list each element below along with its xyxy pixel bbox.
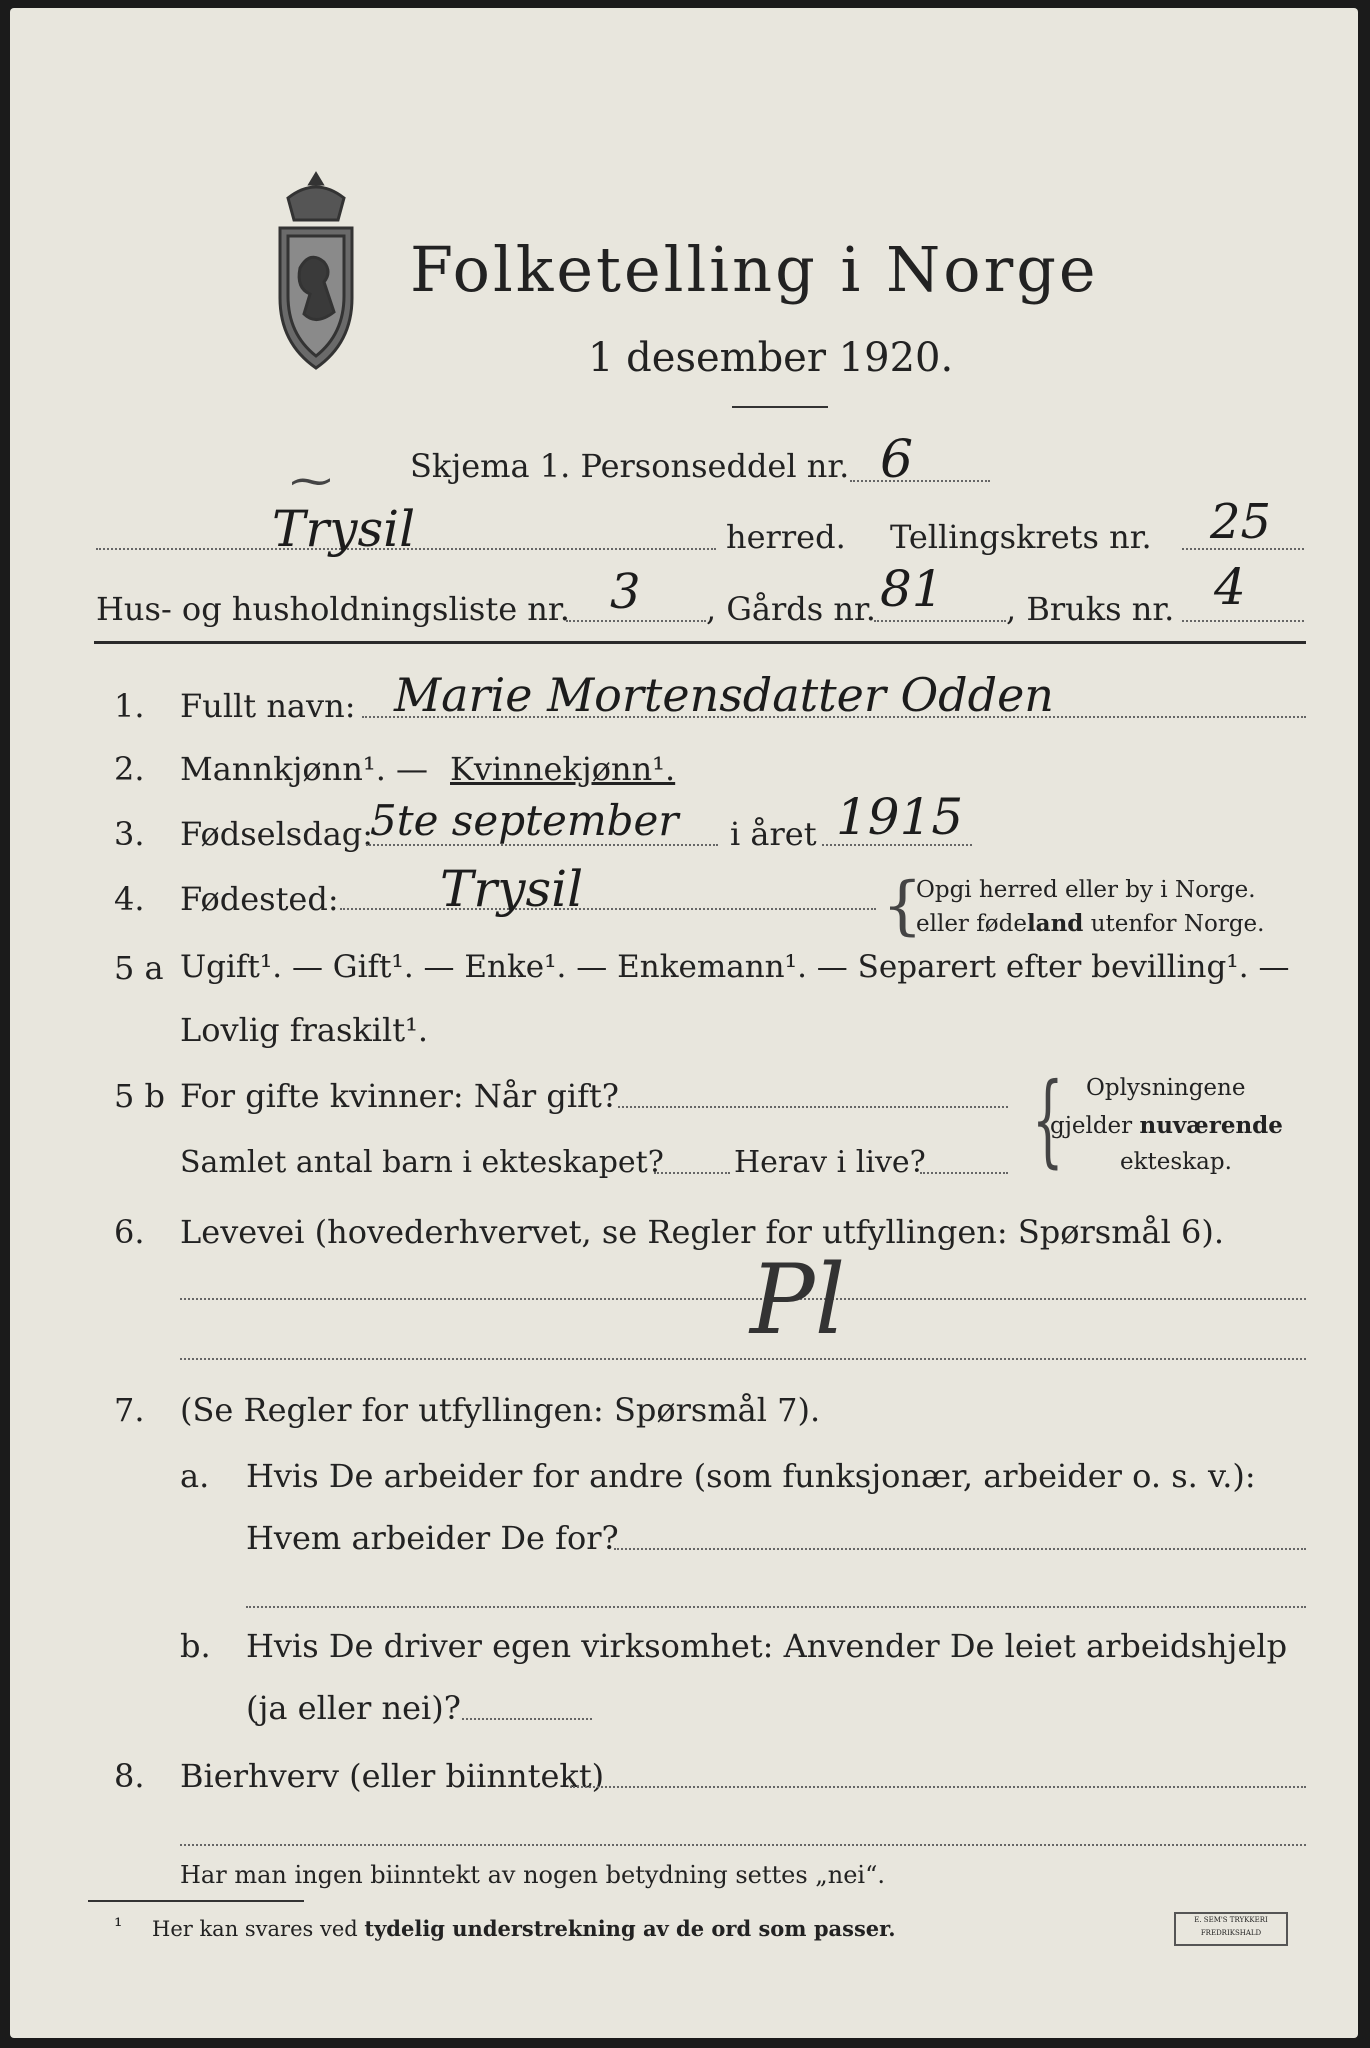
q8-label: Bierhverv (eller biinntekt)	[180, 1757, 605, 1795]
schema-label: Skjema 1. Personseddel nr.	[410, 447, 850, 485]
q5b-note-line2	[1050, 1112, 1283, 1141]
q3-year-label: i året	[730, 815, 817, 853]
q4-brace: {	[882, 869, 923, 943]
hired-help-line	[462, 1718, 592, 1720]
form-title: Folketelling i Norge	[410, 233, 1099, 306]
q5b-note-line1: Oplysningene	[1086, 1075, 1246, 1101]
side-income-line-2	[180, 1844, 1306, 1846]
q5b-brace: {	[1031, 1061, 1064, 1178]
birthplace-value: Trysil	[440, 860, 584, 918]
q4-number: 4.	[114, 880, 145, 918]
herred-label: herred.	[726, 518, 846, 556]
q6-label: Levevei (hovederhvervet, se Regler for utfyllingen: Spørsmål 6).	[180, 1213, 1225, 1251]
q5b-number: 5 b	[114, 1077, 166, 1115]
q5b-note-line2-bold: nuværende	[1139, 1112, 1283, 1139]
q7b-line1: Hvis De driver egen virksomhet: Anvender De leiet arbeidshjelp	[246, 1627, 1288, 1665]
side-income-line-1	[570, 1786, 1306, 1788]
q8-number: 8.	[114, 1757, 145, 1795]
tellingskrets-label: Tellingskrets nr.	[890, 518, 1152, 556]
husholdning-label: Hus- og husholdningsliste nr.	[96, 590, 570, 628]
q5a-line2: Lovlig fraskilt¹.	[180, 1011, 429, 1049]
q3-label: Fødselsdag:	[180, 815, 374, 853]
q6-number: 6.	[114, 1213, 145, 1251]
q4-note-line2-bold: land	[1026, 910, 1084, 937]
schema-pen-stroke: ⁓	[290, 456, 332, 505]
q4-note-line1: Opgi herred eller by i Norge.	[916, 877, 1256, 903]
footnote-divider	[88, 1900, 304, 1902]
herred-value: Trysil	[272, 500, 416, 558]
q8-note: Har man ingen biinntekt av nogen betydning settes „nei“.	[180, 1861, 885, 1889]
q5b-label3: Herav i live?	[734, 1145, 926, 1180]
footnote-text-a: Her kan svares ved	[152, 1917, 365, 1941]
q7a-line1: Hvis De arbeider for andre (som funksjonær, arbeider o. s. v.):	[246, 1457, 1256, 1495]
q1-number: 1.	[114, 687, 145, 725]
q2-kvinnekjonn-underlined: Kvinnekjønn¹.	[450, 750, 676, 788]
q4-note-line2	[916, 910, 1264, 939]
printer-stamp-line1: E. SEM'S TRYKKERI	[1194, 1916, 1268, 1924]
printer-stamp	[1174, 1912, 1288, 1946]
footnote-text-bold: tydelig understrekning av de ord som passer.	[364, 1916, 896, 1941]
married-date-line	[618, 1106, 1008, 1108]
q4-note-line2-c: utenfor Norge.	[1083, 911, 1265, 937]
birthplace-line	[340, 908, 876, 910]
q5b-note-line2-a: gjelder	[1050, 1113, 1140, 1139]
q7b-letter: b.	[180, 1627, 211, 1665]
q7-label: (Se Regler for utfyllingen: Spørsmål 7).	[180, 1391, 821, 1429]
husholdning-value: 3	[610, 564, 641, 620]
husholdning-value-line	[566, 620, 706, 622]
birthyear-value: 1915	[836, 788, 964, 846]
q5a-line1: Ugift¹. — Gift¹. — Enke¹. — Enkemann¹. — Separert efter bevilling¹. —	[180, 949, 1290, 985]
q4-note-line2-a: eller føde	[916, 911, 1027, 937]
q5b-label2: Samlet antal barn i ekteskapet?	[180, 1145, 664, 1180]
q5b-note-line3: ekteskap.	[1120, 1149, 1232, 1175]
footnote-mark: ¹	[114, 1914, 123, 1938]
q4-label: Fødested:	[180, 880, 339, 918]
gards-label: , Gårds nr.	[706, 590, 876, 628]
occupation-value: Pl	[750, 1244, 846, 1356]
title-divider	[732, 406, 828, 408]
schema-value-line	[850, 480, 990, 482]
q7b-line2: (ja eller nei)?	[246, 1689, 461, 1727]
gards-value: 81	[880, 560, 944, 618]
tellingskrets-value: 25	[1210, 494, 1272, 550]
census-form-sheet	[10, 8, 1358, 2038]
bruks-value: 4	[1214, 558, 1246, 616]
gards-value-line	[874, 620, 1006, 622]
q3-number: 3.	[114, 815, 145, 853]
children-alive-line	[920, 1172, 1008, 1174]
employer-line-2	[246, 1606, 1306, 1608]
personseddel-number: 6	[880, 430, 914, 490]
norwegian-coat-of-arms-emblem	[258, 168, 374, 378]
q7a-letter: a.	[180, 1457, 210, 1495]
occupation-line-1	[180, 1298, 1306, 1300]
printer-stamp-line2: FREDRIKSHALD	[1200, 1929, 1262, 1937]
children-count-line	[654, 1172, 730, 1174]
q5b-label1: For gifte kvinner: Når gift?	[180, 1077, 619, 1115]
q1-label: Fullt navn:	[180, 687, 356, 725]
census-date: 1 desember 1920.	[588, 335, 954, 381]
employer-line-1	[614, 1548, 1306, 1550]
birthdate-value: 5te september	[370, 796, 679, 845]
q2-number: 2.	[114, 750, 145, 788]
q7-number: 7.	[114, 1391, 145, 1429]
q7a-line2: Hvem arbeider De for?	[246, 1519, 619, 1557]
bruks-value-line	[1182, 620, 1304, 622]
footnote-text	[152, 1916, 896, 1941]
header-separator-rule	[94, 641, 1306, 644]
full-name-value: Marie Mortensdatter Odden	[394, 668, 1054, 722]
q5a-number: 5 a	[114, 949, 164, 987]
occupation-line-2	[180, 1358, 1306, 1360]
q2-mannkjonn: Mannkjønn¹. —	[180, 750, 429, 788]
bruks-label: , Bruks nr.	[1006, 590, 1175, 628]
